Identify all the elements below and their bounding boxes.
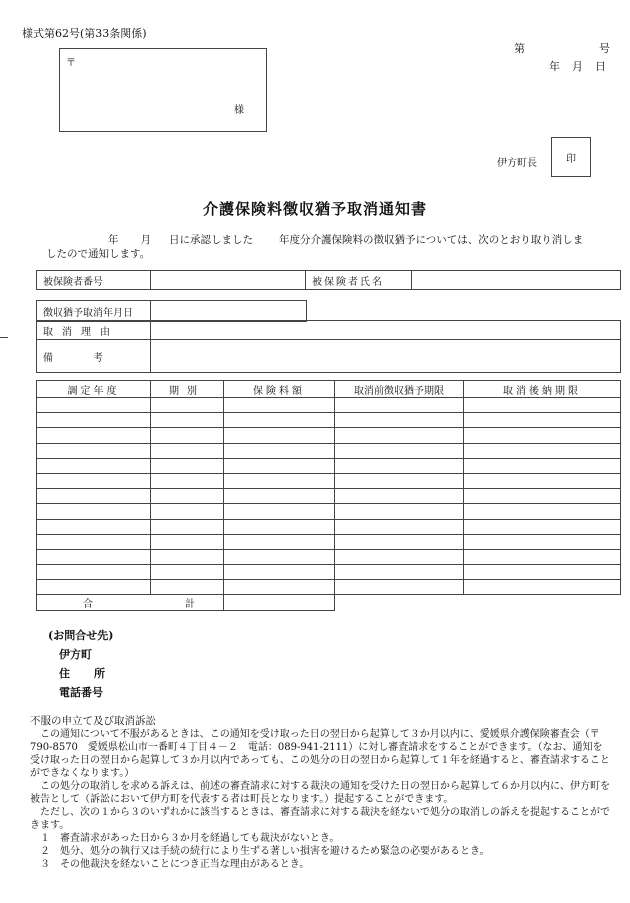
- table-cell: [151, 398, 224, 413]
- table-row: [37, 549, 621, 564]
- table-cell: [37, 398, 151, 413]
- table-cell: [464, 580, 621, 595]
- table-cell: [37, 428, 151, 443]
- table-cell: [224, 413, 335, 428]
- table-cell: [335, 580, 464, 595]
- table-cell: [464, 413, 621, 428]
- table-cell: [151, 443, 224, 458]
- table-cell: [224, 458, 335, 473]
- table-cell: [224, 443, 335, 458]
- margin-tick: [0, 337, 8, 338]
- label-remarks: 備考: [43, 352, 143, 364]
- contact-heading: (お問合せ先): [48, 629, 114, 642]
- table-cell: [335, 534, 464, 549]
- table-cell: [37, 489, 151, 504]
- table-cell: [37, 473, 151, 488]
- address-box: [59, 48, 267, 132]
- table-cell: [464, 519, 621, 534]
- table-cell: [464, 534, 621, 549]
- total-label-2: 計: [185, 599, 195, 610]
- contact-info: [48, 626, 114, 702]
- table-cell: [464, 443, 621, 458]
- table-cell: [224, 565, 335, 580]
- table-cell: [335, 489, 464, 504]
- reason-table: [36, 320, 621, 373]
- intro-month: 月: [140, 234, 151, 246]
- table-cell: [224, 534, 335, 549]
- document-title: 介護保険料徴収猶予取消通知書: [202, 200, 427, 218]
- cancel-date-table: [36, 300, 307, 322]
- table-cell: [151, 565, 224, 580]
- table-row: [37, 504, 621, 519]
- col-fiscal-year: 調定年度: [37, 381, 151, 398]
- table-row: [37, 565, 621, 580]
- table-cell: [335, 413, 464, 428]
- table-cell: [37, 519, 151, 534]
- intro-day: 日に承認しました: [169, 234, 253, 246]
- table-cell: [224, 504, 335, 519]
- contact-phone: 電話番号: [59, 686, 103, 699]
- contact-address-1: 住: [59, 667, 70, 680]
- date-day: 日: [595, 60, 606, 73]
- issuer-name: 伊方町長: [497, 158, 537, 169]
- table-cell: [37, 565, 151, 580]
- appeal-item-1: １ 審査請求があった日から３か月を経過しても裁決がないとき。: [40, 833, 340, 844]
- table-row: [37, 489, 621, 504]
- table-cell: [335, 549, 464, 564]
- doc-no-suffix: 号: [599, 42, 610, 55]
- insured-name-value: [412, 271, 621, 290]
- table-row: [37, 443, 621, 458]
- appeal-heading: 不服の申立て及び取消訴訟: [30, 715, 156, 727]
- seal-box: [551, 137, 591, 177]
- table-cell: [151, 473, 224, 488]
- date-year: 年: [549, 60, 560, 73]
- appeal-item-2: ２ 処分、処分の執行又は手続の続行により生ずる著しい損害を避けるため緊急の必要があるとき。: [40, 846, 490, 857]
- table-cell: [464, 473, 621, 488]
- contact-address-2: 所: [94, 667, 105, 680]
- insured-number-value: [151, 271, 306, 290]
- appeal-section: [30, 715, 610, 871]
- table-cell: [37, 549, 151, 564]
- premium-rows: [37, 398, 621, 595]
- table-cell: [335, 504, 464, 519]
- document-number: [514, 40, 610, 74]
- table-cell: [464, 565, 621, 580]
- table-cell: [335, 565, 464, 580]
- table-cell: [151, 580, 224, 595]
- total-row: [36, 594, 335, 611]
- col-period: 期別: [151, 381, 224, 398]
- table-row: [37, 413, 621, 428]
- appeal-paragraph-3: ただし、次の１から３のいずれかに該当するときは、審査請求に対する裁決を経ないで処分の取消しの訴えを提起することができます。: [30, 807, 610, 831]
- table-cell: [464, 489, 621, 504]
- contact-town: 伊方町: [59, 648, 92, 661]
- table-row: [37, 458, 621, 473]
- table-cell: [37, 413, 151, 428]
- table-cell: [224, 489, 335, 504]
- table-row: [37, 580, 621, 595]
- issue-date: [514, 58, 610, 74]
- table-cell: [151, 413, 224, 428]
- date-month: 月: [572, 60, 583, 73]
- table-cell: [151, 504, 224, 519]
- table-cell: [335, 473, 464, 488]
- zip-mark: 〒: [66, 58, 76, 69]
- table-cell: [335, 398, 464, 413]
- table-cell: [464, 549, 621, 564]
- form-number: 様式第62号(第33条関係): [22, 27, 147, 40]
- reason-value: [151, 321, 621, 340]
- appeal-item-3: ３ その他裁決を経ないことにつき正当な理由があるとき。: [40, 859, 310, 870]
- intro-year: 年: [108, 234, 119, 246]
- table-cell: [37, 458, 151, 473]
- cancel-date-value: [151, 301, 307, 322]
- table-row: [37, 473, 621, 488]
- total-label-1: 合: [83, 599, 93, 610]
- table-cell: [335, 428, 464, 443]
- table-cell: [37, 534, 151, 549]
- table-cell: [37, 443, 151, 458]
- table-cell: [37, 504, 151, 519]
- intro-rest: 年度分介護保険料の徴収猶予については、次のとおり取り消しま: [279, 234, 584, 246]
- table-cell: [464, 504, 621, 519]
- label-reason: 取消理由: [43, 326, 119, 338]
- table-row: [37, 519, 621, 534]
- table-cell: [151, 534, 224, 549]
- table-row: [37, 534, 621, 549]
- seal-text: 印: [566, 153, 576, 165]
- total-value: [224, 595, 335, 611]
- table-cell: [151, 489, 224, 504]
- col-premium: 保険料額: [224, 381, 335, 398]
- table-cell: [464, 398, 621, 413]
- table-cell: [224, 398, 335, 413]
- table-cell: [151, 549, 224, 564]
- table-cell: [224, 519, 335, 534]
- honorific: 様: [234, 105, 244, 116]
- remarks-value: [151, 340, 621, 373]
- col-after-deadline: 取消後納期限: [464, 381, 621, 398]
- table-cell: [464, 458, 621, 473]
- table-cell: [464, 428, 621, 443]
- table-cell: [335, 519, 464, 534]
- table-cell: [224, 549, 335, 564]
- doc-no-prefix: 第: [514, 42, 525, 55]
- appeal-paragraph-1: この通知について不服があるときは、この通知を受け取った日の翌日から起算して３か月以内に、愛媛県介護保険審査会（〒790-8570 愛媛県松山市一番町４丁目４－２ 電話：089-941-2111）に対し審査請求をすることができます。（なお、通知を受け取った日の翌日から起算して３か月以内であっても、この処分の日の翌日から起算して１年を経過すると、審査請求することができなくなります。）: [30, 729, 610, 779]
- label-cancel-date: 徴収猶予取消年月日: [43, 307, 133, 319]
- table-cell: [151, 458, 224, 473]
- intro-text: [48, 233, 608, 261]
- table-row: [37, 428, 621, 443]
- table-row: [37, 398, 621, 413]
- table-cell: [151, 519, 224, 534]
- table-cell: [37, 580, 151, 595]
- table-cell: [335, 443, 464, 458]
- table-cell: [224, 428, 335, 443]
- label-insured-name: 被保険者氏名: [312, 276, 384, 288]
- appeal-paragraph-2: この処分の取消しを求める訴えは、前述の審査請求に対する裁決の通知を受けた日の翌日から起算して６か月以内に、伊方町を被告として（訴訟において伊方町を代表する者は町長となります。）提起することができます。: [30, 781, 610, 805]
- premium-table: [36, 380, 621, 595]
- table-cell: [224, 580, 335, 595]
- col-before-deadline: 取消前徴収猶予期限: [335, 381, 464, 398]
- table-cell: [224, 473, 335, 488]
- table-cell: [335, 458, 464, 473]
- table-cell: [151, 428, 224, 443]
- insured-info-table: [36, 270, 621, 290]
- label-insured-number: 被保険者番号: [43, 276, 103, 288]
- intro-line2: したので通知します。: [46, 248, 151, 260]
